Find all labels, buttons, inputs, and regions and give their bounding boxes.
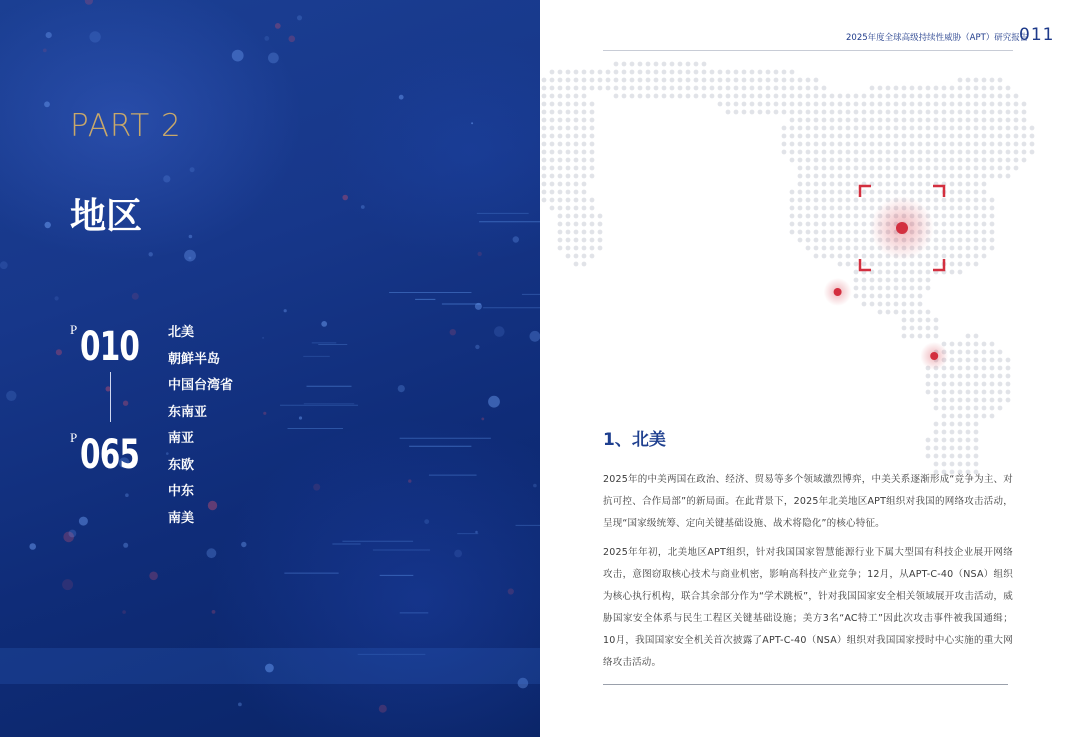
toc-item[interactable]: 南美: [168, 510, 195, 526]
section-title: 1、北美: [603, 430, 666, 450]
body-paragraph: 2025年年初，北美地区APT组织，针对我国国家智慧能源行业下属大型国有科技企业展开网络攻击，意图窃取核心技术与商业机密，影响高科技产业竞争；12月，从APT-C-40（NSA）组织为核心执行机构，联合其余部分作为“学术跳板”，针对我国国家安全相关领域展开攻击活动，威胁国家安全体系与民生工程区关键基础设施；美方3名“AC特工”因此次攻击事件被我国通缉；10月，我国国家安全机关首次披露了APT-C-40（NSA）组织对我国国家授时中心实施的重大网络攻击活动。: [603, 547, 1013, 668]
dotted-world-map: [540, 60, 1040, 480]
map-marker-south-america: [920, 342, 948, 370]
page-number: 011: [1019, 25, 1055, 45]
page-number-end: 065: [80, 432, 140, 478]
page-prefix: P: [70, 322, 78, 337]
report-title: 2025年度全球高级持续性威胁（APT）研究报告: [846, 33, 1029, 43]
region-toc: [168, 324, 233, 536]
page-number-start: 010: [80, 324, 140, 370]
map-marker-pacific-edge: [824, 278, 852, 306]
toc-item[interactable]: 东南亚: [168, 404, 208, 420]
page-range-divider: [110, 372, 111, 422]
toc-item[interactable]: 中东: [168, 484, 195, 499]
part-label: PART 2: [70, 108, 182, 144]
header-divider: [603, 50, 1013, 51]
body-paragraph: 2025年的中美两国在政治、经济、贸易等多个领域激烈博弈，中美关系逐渐形成“竞争为主、对抗可控、合作局部”的新局面。在此背景下，2025年北美地区APT组织对我国的网络攻击活动，呈现“国家级统筹、定向关键基础设施、战术将隐化”的核心特征。: [603, 474, 1013, 529]
region-title: 地区: [70, 196, 143, 237]
toc-item[interactable]: 南亚: [168, 431, 195, 446]
page-prefix: P: [70, 430, 78, 445]
toc-item[interactable]: 朝鲜半岛: [168, 351, 221, 367]
toc-item[interactable]: 东欧: [168, 457, 195, 473]
toc-item[interactable]: 中国台湾省: [168, 378, 234, 393]
footer-divider: [603, 684, 1008, 685]
toc-item[interactable]: 北美: [168, 325, 195, 340]
